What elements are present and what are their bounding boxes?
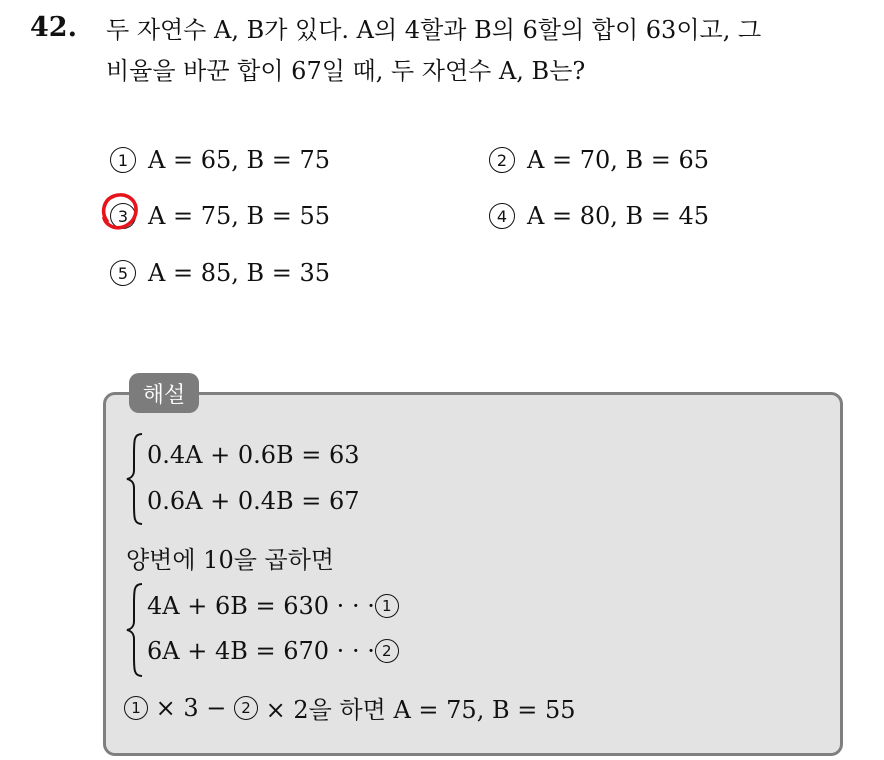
choice-3-text: A = 75, B = 55 bbox=[148, 202, 331, 230]
choice-5[interactable] bbox=[110, 256, 330, 290]
choice-1-text: A = 65, B = 75 bbox=[148, 146, 331, 174]
system2-eq2-text: 6A + 4B = 670 · · · bbox=[147, 637, 375, 665]
choice-4-text: A = 80, B = 45 bbox=[527, 202, 710, 230]
solution-final-line bbox=[124, 690, 576, 725]
question-number: 42. bbox=[30, 12, 77, 43]
question-text-line-1: 두 자연수 A, B가 있다. A의 4할과 B의 6할의 합이 63이고, 그 bbox=[106, 16, 762, 44]
choice-2[interactable] bbox=[489, 143, 709, 177]
choice-5-text: A = 85, B = 35 bbox=[148, 259, 331, 287]
choice-2-text: A = 70, B = 65 bbox=[527, 146, 710, 174]
choice-3[interactable] bbox=[110, 199, 330, 233]
system2-eq1-text: 4A + 6B = 630 · · · bbox=[147, 592, 375, 620]
system1-eq1: 0.4A + 0.6B = 63 bbox=[147, 441, 360, 469]
choice-2-mark: 2 bbox=[489, 147, 515, 173]
system2-eq2 bbox=[147, 637, 399, 665]
system2-eq1 bbox=[147, 592, 399, 620]
final-op-a: × 3 − bbox=[148, 693, 235, 722]
choice-4[interactable] bbox=[489, 199, 709, 233]
choice-4-mark: 4 bbox=[489, 203, 515, 229]
solution-step-text: 양변에 10을 곱하면 bbox=[126, 546, 335, 574]
system1-eq2: 0.6A + 0.4B = 67 bbox=[147, 487, 360, 515]
solution-tab: 해설 bbox=[129, 373, 199, 413]
final-mark-b: 2 bbox=[234, 696, 258, 720]
system2-eq2-mark: 2 bbox=[375, 639, 399, 663]
question-text-line-2: 비율을 바꾼 합이 67일 때, 두 자연수 A, B는? bbox=[106, 57, 586, 85]
choice-1-mark: 1 bbox=[110, 147, 136, 173]
final-mark-a: 1 bbox=[124, 696, 148, 720]
system2-eq1-mark: 1 bbox=[375, 594, 399, 618]
final-op-b: × 2을 하면 A = 75, B = 55 bbox=[258, 696, 576, 724]
choice-5-mark: 5 bbox=[110, 260, 136, 286]
choice-1[interactable] bbox=[110, 143, 330, 177]
choice-3-mark: 3 bbox=[110, 203, 136, 229]
